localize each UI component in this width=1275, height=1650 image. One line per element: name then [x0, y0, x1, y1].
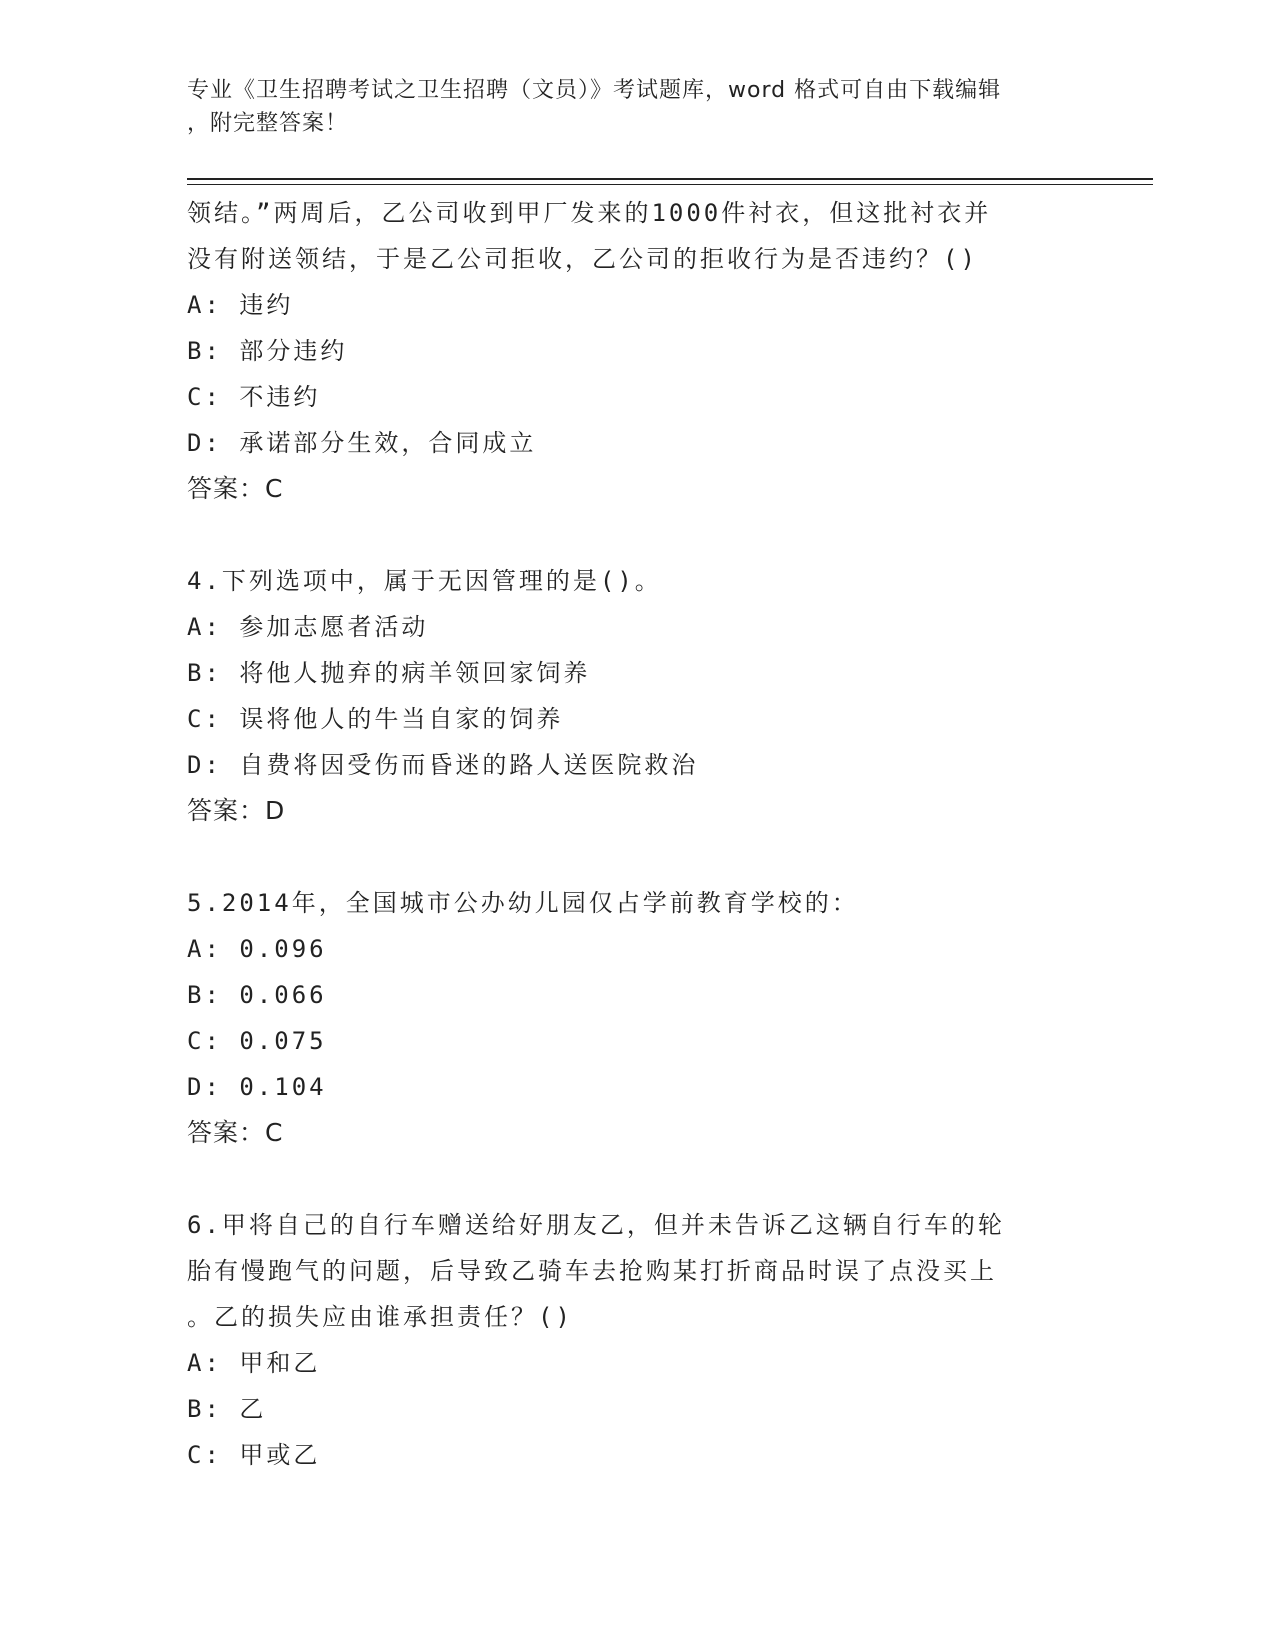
option-c: C: 0.075 — [187, 1027, 327, 1055]
header-line-1: 专业《卫生招聘考试之卫生招聘（文员）》考试题库，word 格式可自由下载编辑 — [187, 78, 1002, 103]
question-text: 4.下列选项中，属于无因管理的是()。 — [187, 567, 662, 595]
answer: 答案：C — [187, 1118, 284, 1147]
question-text: 胎有慢跑气的问题，后导致乙骑车去抢购某打折商品时误了点没买上 — [187, 1257, 997, 1285]
question-text: 领结。”两周后，乙公司收到甲厂发来的1000件衬衣，但这批衬衣并 — [187, 199, 992, 227]
header-line-2: ，附完整答案！ — [187, 111, 349, 136]
option-a: A: 甲和乙 — [187, 1349, 321, 1377]
document-header — [187, 74, 1067, 140]
option-b: B: 部分违约 — [187, 337, 348, 365]
option-b: B: 将他人抛弃的病羊领回家饲养 — [187, 659, 591, 687]
question-3 — [187, 190, 1087, 512]
option-b: B: 乙 — [187, 1395, 267, 1423]
option-d: D: 承诺部分生效，合同成立 — [187, 429, 537, 457]
spacer — [187, 1156, 1087, 1202]
spacer — [187, 512, 1087, 558]
option-c: C: 不违约 — [187, 383, 321, 411]
question-4 — [187, 558, 1087, 834]
header-rule-thick — [187, 178, 1153, 180]
question-6 — [187, 1202, 1087, 1478]
question-text: 没有附送领结，于是乙公司拒收，乙公司的拒收行为是否违约？() — [187, 245, 978, 273]
question-text: 。乙的损失应由谁承担责任？() — [187, 1303, 573, 1331]
question-text: 5.2014年，全国城市公办幼儿园仅占学前教育学校的： — [187, 889, 859, 917]
spacer — [187, 834, 1087, 880]
question-5 — [187, 880, 1087, 1156]
option-c: C: 甲或乙 — [187, 1441, 321, 1469]
question-content — [187, 190, 1087, 1478]
answer: 答案：D — [187, 796, 286, 825]
option-a: A: 参加志愿者活动 — [187, 613, 429, 641]
question-text: 6.甲将自己的自行车赠送给好朋友乙，但并未告诉乙这辆自行车的轮 — [187, 1211, 1005, 1239]
option-d: D: 自费将因受伤而昏迷的路人送医院救治 — [187, 751, 699, 779]
option-a: A: 0.096 — [187, 935, 327, 963]
answer: 答案：C — [187, 474, 284, 503]
option-c: C: 误将他人的牛当自家的饲养 — [187, 705, 564, 733]
option-a: A: 违约 — [187, 291, 294, 319]
header-rule-thin — [187, 184, 1153, 185]
option-b: B: 0.066 — [187, 981, 327, 1009]
option-d: D: 0.104 — [187, 1073, 327, 1101]
